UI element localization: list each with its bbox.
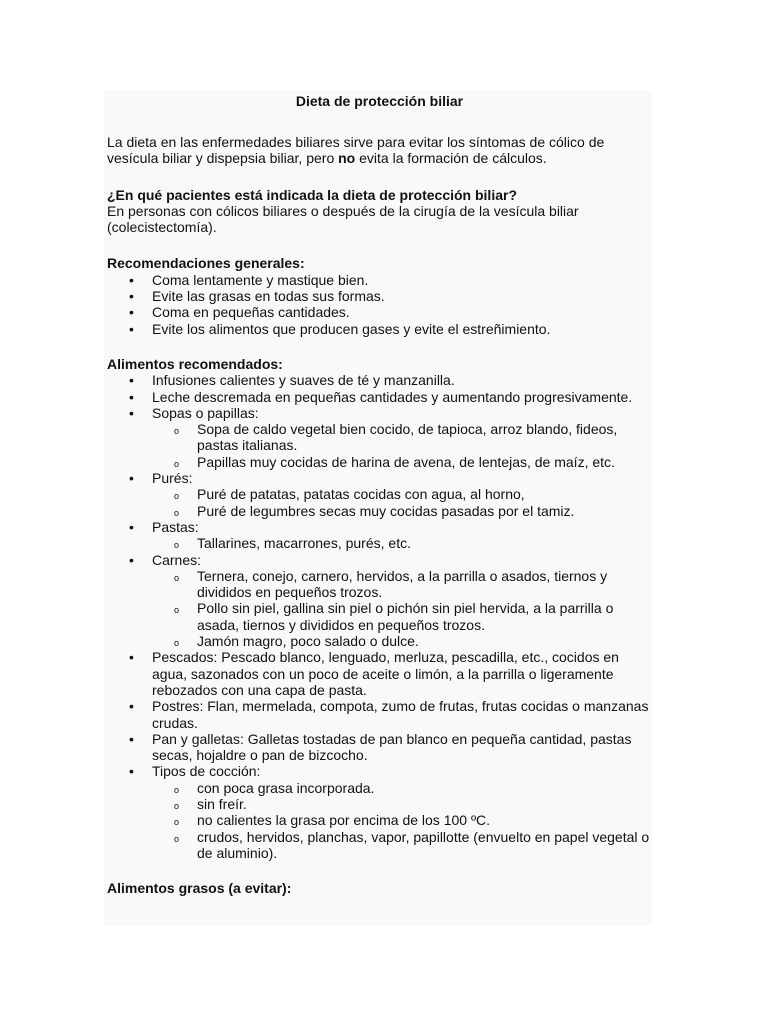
list-item: [107, 372, 652, 388]
list-item: [107, 519, 652, 552]
sub-list-item: o sin freír.: [152, 796, 652, 812]
list-item: [107, 763, 652, 861]
sub-list-item: o no calientes la grasa por encima de los 100 ºC.: [152, 812, 652, 828]
sub-list: [152, 568, 652, 649]
sub-list: [152, 486, 652, 519]
list-item: [107, 649, 652, 698]
sub-list-item: o Sopa de caldo vegetal bien cocido, de tapioca, arroz blando, fideos, pastas italianas.: [152, 421, 652, 454]
list-item-text: Leche descremada en pequeñas cantidades y aumentando progresivamente.: [152, 388, 633, 405]
list-item-text: Infusiones calientes y suaves de té y manzanilla.: [152, 372, 455, 389]
list-item: [107, 470, 652, 519]
sub-list-item: o Pollo sin piel, gallina sin piel o pichón sin piel hervida, a la parrilla o asada, tiernos y divididos en pequeños trozos.: [152, 600, 652, 633]
list-item-text: Pescados: Pescado blanco, lenguado, merluza, pescadilla, etc., cocidos en agua, sazonados con un poco de aceite o limón, a la parrilla o ligeramente rebozados con una capa de pasta.: [152, 649, 619, 698]
sub-list-item: o Puré de legumbres secas muy cocidas pasadas por el tamiz.: [152, 503, 652, 519]
pacientes-heading: ¿En qué pacientes está indicada la dieta de protección biliar?: [107, 186, 517, 203]
intro-paragraph: [107, 134, 652, 167]
intro-text-before: La dieta en las enfermedades biliares sirve para evitar los síntomas de cólico de vesícula biliar y dispepsia biliar, pero: [107, 134, 605, 167]
sub-list-item: o Ternera, conejo, carnero, hervidos, a la parrilla o asados, tiernos y divididos en pequeños trozos.: [152, 568, 652, 601]
intro-bold-no: no: [338, 150, 356, 167]
list-item: • Coma lentamente y mastique bien.: [107, 272, 652, 288]
sub-list-item: o con poca grasa incorporada.: [152, 780, 652, 796]
list-item: [107, 731, 652, 764]
sub-list-item: o Papillas muy cocidas de harina de avena, de lentejas, de maíz, etc.: [152, 454, 652, 470]
recomendaciones-list: [107, 272, 652, 337]
recomendaciones-heading: Recomendaciones generales:: [107, 255, 305, 272]
list-item-text: Pastas:: [152, 518, 199, 535]
sub-list-item: o Tallarines, macarrones, purés, etc.: [152, 535, 652, 551]
sub-list-item: o crudos, hervidos, planchas, vapor, papillotte (envuelto en papel vegetal o de aluminio).: [152, 829, 652, 862]
list-item-text: Tipos de cocción:: [152, 763, 261, 780]
list-item: • Evite los alimentos que producen gases y evite el estreñimiento.: [107, 321, 652, 337]
sub-list-item: o Puré de patatas, patatas cocidas con agua, al horno,: [152, 486, 652, 502]
intro-text-after: evita la formación de cálculos.: [355, 150, 547, 167]
pacientes-text: En personas con cólicos biliares o después de la cirugía de la vesícula biliar (colecistectomía).: [107, 202, 579, 236]
document-content: [107, 90, 652, 896]
list-item-text: Pan y galletas: Galletas tostadas de pan blanco en pequeña cantidad, pastas secas, hojaldre o pan de bizcocho.: [152, 730, 632, 764]
sub-list: [152, 421, 652, 470]
alimentos-list: [107, 372, 652, 861]
list-item: [107, 405, 652, 470]
sub-list: [152, 535, 652, 551]
list-item: • Evite las grasas en todas sus formas.: [107, 288, 652, 304]
sub-list: [152, 780, 652, 861]
alimentos-heading: Alimentos recomendados:: [107, 355, 283, 372]
document-page: [104, 90, 652, 926]
grasos-heading: Alimentos grasos (a evitar):: [107, 880, 292, 897]
list-item-text: Postres: Flan, mermelada, compota, zumo de frutas, frutas cocidas o manzanas crudas.: [152, 698, 649, 731]
list-item-text: Purés:: [152, 470, 193, 487]
document-title: Dieta de protección biliar: [295, 93, 464, 109]
list-item: [107, 552, 652, 650]
list-item: • Coma en pequeñas cantidades.: [107, 304, 652, 320]
list-item-text: Carnes:: [152, 551, 202, 568]
list-item: [107, 389, 652, 405]
sub-list-item: o Jamón magro, poco salado o dulce.: [152, 633, 652, 649]
list-item: [107, 698, 652, 731]
list-item-text: Sopas o papillas:: [152, 404, 259, 421]
